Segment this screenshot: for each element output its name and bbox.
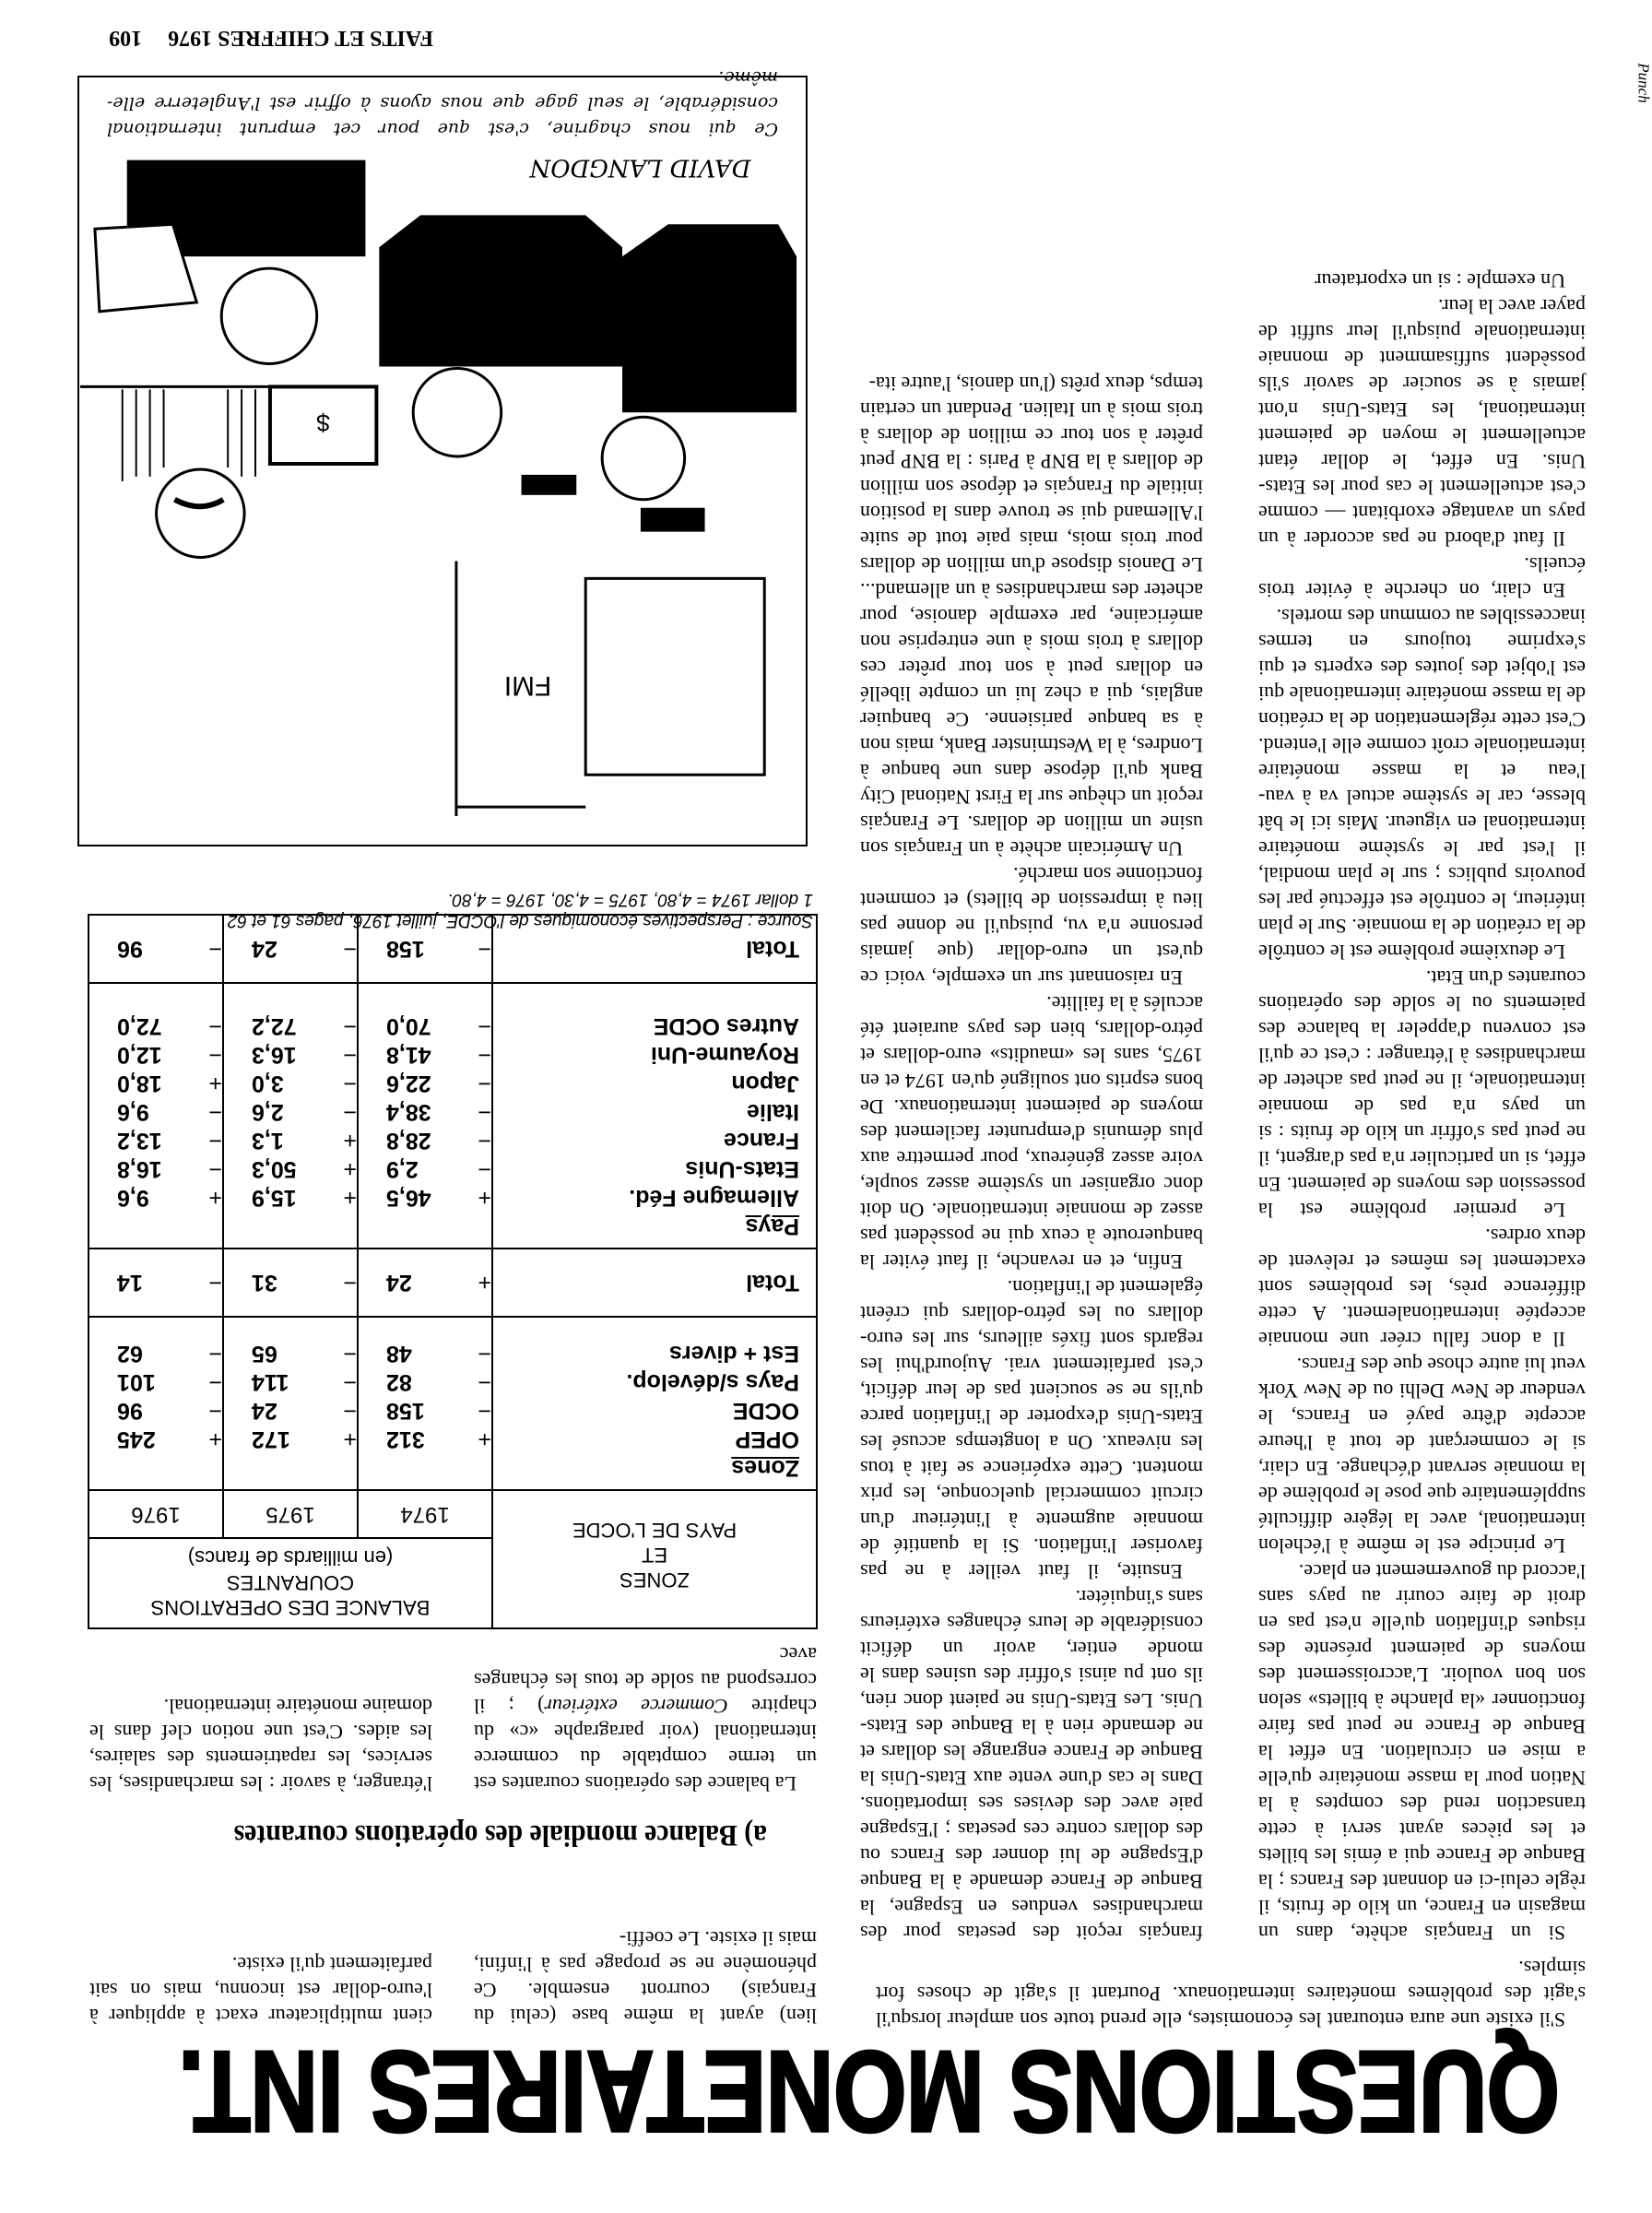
- year-values-1974: [358, 983, 492, 1249]
- paragraph: En raisonnant sur un exemple, voici ce qu'est un euro-dollar (que jamais personne n'a vu, puisqu'il ne donne pas lieu à impression de billets) et comment fonctionne son marché.: [860, 863, 1203, 989]
- value-number: 245: [117, 1426, 156, 1452]
- value-number: 46,5: [386, 1185, 431, 1211]
- page-title: QUESTIONS MONETAIRES INT.: [178, 2027, 1560, 2155]
- table-cell-value: [359, 1126, 491, 1154]
- top-hat-man-1: [622, 224, 796, 412]
- table-cell-value: [89, 935, 222, 964]
- value-number: 24: [252, 936, 277, 963]
- table-cell-value: [89, 1012, 222, 1040]
- value-number: 24: [252, 1398, 277, 1424]
- value-sign: +: [343, 1156, 357, 1182]
- value-number: 2,9: [386, 1156, 419, 1182]
- value-sign: −: [208, 1369, 222, 1395]
- table-cell-value: [89, 1367, 222, 1396]
- value-sign: −: [478, 1156, 491, 1182]
- table-cell-value: [224, 1040, 357, 1069]
- year-values-1974: [358, 1317, 492, 1490]
- value-number: 312: [386, 1426, 425, 1452]
- table-cell-value: [359, 1097, 491, 1126]
- table-cell-value: [89, 1269, 222, 1297]
- top-hat-man-2: [379, 215, 622, 366]
- table-cell-value: [224, 1396, 357, 1425]
- cartoon-credit: Punch: [1634, 63, 1652, 103]
- table-cell-value: [89, 1126, 222, 1154]
- text-column-3a: [474, 1925, 817, 2029]
- table-cell-value: [359, 1183, 491, 1212]
- value-number: 114: [252, 1369, 289, 1395]
- value-number: 48: [386, 1341, 412, 1367]
- table-cell-value: [359, 1069, 491, 1097]
- row-labels: [492, 1317, 817, 1490]
- value-number: 172: [252, 1426, 290, 1452]
- row-label: Est + divers: [668, 1341, 799, 1367]
- paragraph: [474, 1641, 817, 1796]
- value-sign: −: [343, 1398, 357, 1424]
- table-cell-value: [359, 1154, 491, 1183]
- spacer: [224, 1453, 357, 1482]
- exchange-rate-note: 1 dollar 1974 = 4,80, 1975 = 4,30, 1976 = 4,80.: [447, 890, 813, 909]
- value-number: 96: [117, 1398, 143, 1424]
- table-cell-value: [359, 1040, 491, 1069]
- page-footer: [109, 25, 433, 50]
- spacer: [224, 1212, 357, 1240]
- value-sign: −: [208, 1341, 222, 1367]
- balance-table: [88, 914, 818, 1629]
- table-cell-value: [359, 1339, 491, 1367]
- paragraph: Si un Français achète, dans un magasin en France, un kilo de fruits, il règle celui-ci en donnant des Francs ; la Banque de France qui a émis les billets et les pièces ayant servi à cette transaction rend des comptes à la Nation pour la masse monétaire qu'elle a mise en circulation. En effet la Banque de France ne peut pas faire fonctionner «la planche à billets» selon son bon vouloir. L'accroissement des moyens de paiement présente des risques d'inflation qu'elle n'est pas en droit de faire courir au pays sans l'accord du gouvernement en place.: [1258, 1560, 1586, 1945]
- table-cell-value: [89, 1183, 222, 1212]
- paragraph: français reçoit des pesetas pour des marchandises vendues en Espagne, la Banque de France demande à la Banque d'Espagne de lui donner des Francs ou des dollars contre ces pesetas ; l'Espagne paie avec des devises ses importations. Dans le cas d'une vente aux Etats-Unis la Banque de France engrange les dollars et ne demande rien à la Banque des Etats-Unis. Les Etats-Unis ne paient donc rien, ils ont pu ainsi s'offrir des usines dans le monde entier, avoir un déficit considérable de leurs échanges extérieurs sans s'inquiéter.: [860, 1586, 1203, 1945]
- header-line: (en milliards de francs): [187, 1546, 394, 1569]
- spacer: [359, 1212, 491, 1240]
- value-sign: −: [208, 1099, 222, 1125]
- face: [157, 469, 245, 558]
- value-sign: −: [208, 1042, 222, 1068]
- cartoon: [77, 67, 808, 846]
- table-header-zones: [492, 1490, 817, 1628]
- value-number: 72,0: [117, 1013, 162, 1039]
- value-sign: +: [343, 1185, 357, 1211]
- value-number: 96: [117, 936, 143, 963]
- value-sign: −: [478, 936, 491, 963]
- table-cell-value: [89, 1339, 222, 1367]
- value-sign: −: [343, 1099, 357, 1125]
- value-number: 9,6: [117, 1099, 149, 1125]
- value-number: 41,8: [386, 1042, 431, 1068]
- spacer: [89, 1453, 222, 1482]
- value-sign: −: [208, 1128, 222, 1154]
- year-header: 1975: [223, 1490, 358, 1538]
- header-line: PAYS DE L'OCDE: [572, 1519, 738, 1543]
- value-sign: −: [343, 1071, 357, 1096]
- face: [221, 268, 316, 363]
- table-cell-value: [89, 1040, 222, 1069]
- value-sign: −: [478, 1013, 491, 1039]
- text-column-3c: [474, 1641, 817, 1796]
- total-value: [223, 1249, 358, 1317]
- value-sign: −: [208, 1398, 222, 1424]
- paragraph: En clair, on cherche à éviter trois écueils.: [1258, 553, 1586, 602]
- face: [602, 417, 685, 500]
- table-source: [228, 889, 813, 931]
- value-sign: +: [208, 1071, 222, 1096]
- text-italic: Commerce extérieur: [544, 1695, 728, 1718]
- cartoon-caption: Ce qui nous chagrine, c'est que pour cet emprunt international considérable, le seul gage que nous ayons à offrir est l'Angleterre elle-même.: [107, 67, 778, 139]
- year-values-1976: [88, 983, 223, 1249]
- year-values-1975: [223, 983, 358, 1249]
- intro-paragraph: [876, 1955, 1586, 2032]
- value-sign: −: [478, 1341, 491, 1367]
- row-label: Italie: [747, 1099, 799, 1125]
- value-number: 22,6: [386, 1071, 431, 1096]
- spacer: [89, 1212, 222, 1240]
- paragraph: Ensuite, il faut veiller à ne pas favoriser l'inflation. Si la quantité de monnaie augmente à l'intérieur d'un circuit commercial quelconque, les prix montent. Cette expérience se fait à tous les niveaux. On a longtemps accusé les Etats-Unis d'exporter de l'inflation parce qu'ils ne se soucient pas de leur déficit, c'est parfaitement vrai. Aujourd'hui les regards sont fixés ailleurs, sur les euro-dollars ou les pétro-dollars qui créent également de l'inflation.: [860, 1276, 1203, 1583]
- value-number: 65: [252, 1341, 277, 1367]
- total-label: Total: [492, 1249, 817, 1317]
- table-cell-value: [89, 1425, 222, 1453]
- intro-text: S'il existe une aura entourant les économistes, elle prend toute son ampleur lorsqu'il s'agit des problèmes monétaires internationaux. Pourtant il s'agit de choses fort simples.: [876, 1957, 1586, 2031]
- paragraph: Il faut d'abord ne pas accorder à un pays un avantage exorbitant — comme c'est actuellement le cas pour les Etats-Unis. En effet, le dollar étant actuellement le moyen de paiement international, les Etats-Unis n'ont jamais à se soucier de savoir s'ils possèdent suffisamment de monnaie internationale puisqu'il leur suffit de payer avec la leur.: [1258, 295, 1586, 550]
- year-header: 1976: [88, 1490, 223, 1538]
- dollar-symbol: $: [316, 408, 330, 435]
- row-label: Pays s/dévelop.: [626, 1369, 799, 1395]
- row-label: OPEP: [735, 1426, 799, 1452]
- year-values-1976: [88, 1317, 223, 1490]
- value-number: 62: [117, 1341, 143, 1367]
- value-sign: −: [208, 1270, 222, 1296]
- value-sign: −: [208, 936, 222, 963]
- value-number: 16,3: [252, 1042, 297, 1068]
- value-sign: +: [478, 1270, 491, 1296]
- value-number: 50,3: [252, 1156, 297, 1182]
- value-number: 13,2: [117, 1128, 162, 1154]
- spacer: [359, 1453, 491, 1482]
- total-label: Total: [492, 915, 817, 983]
- block-heading: Pays: [745, 1213, 799, 1239]
- table-cell-value: [359, 1012, 491, 1040]
- value-sign: −: [343, 1369, 357, 1395]
- table-header-balance: [88, 1538, 492, 1628]
- paragraph: Un exemple : si un exportateur: [1315, 269, 1565, 292]
- table-cell-value: [359, 935, 491, 964]
- table-cell-value: [359, 1396, 491, 1425]
- table-cell-value: [224, 1154, 357, 1183]
- value-sign: −: [343, 1013, 357, 1039]
- value-sign: +: [478, 1426, 491, 1452]
- value-sign: −: [343, 1042, 357, 1068]
- value-number: 2,6: [252, 1099, 284, 1125]
- table-cell-value: [224, 935, 357, 964]
- value-number: 31: [252, 1270, 277, 1296]
- artist-signature: DAVID LANGDON: [529, 153, 751, 182]
- header-line: BALANCE DES OPERATIONS: [150, 1596, 431, 1619]
- table-cell-value: [359, 1367, 491, 1396]
- page-number: 109: [109, 26, 143, 50]
- value-number: 82: [386, 1369, 412, 1395]
- text-column-3d: [89, 1693, 432, 1796]
- value-number: 14: [117, 1270, 143, 1296]
- door: [585, 578, 764, 775]
- door-sign: FMI: [503, 669, 552, 701]
- table-cell-value: [224, 1269, 357, 1297]
- value-sign: −: [208, 1156, 222, 1182]
- value-sign: −: [478, 1128, 491, 1154]
- paragraph: l'étranger, à savoir : les marchandises, les services, les rapatriements des salaires, les aides. C'est une notion clef dans le domaine monétaire international.: [89, 1695, 432, 1795]
- paragraph: Le deuxième problème est le contrôle de la création de la monnaie. Sur le plan intérieur, le contrôle est effectué par les pouvoirs publics ; sur le plan mondial, il l'est par le système monétaire international en vigueur. Mais ici le bât blesse, car le système actuel va à vau-l'eau et la masse monétaire internationale croît comme elle l'entend. C'est cette réglementation de la création de la masse monétaire internationale qui est l'objet des joutes des experts et qui s'exprime toujours en termes inaccessibles au commun des mortels.: [1258, 605, 1586, 964]
- table-cell-value: [89, 1097, 222, 1126]
- table-cell-value: [224, 1425, 357, 1453]
- value-number: 72,2: [252, 1013, 297, 1039]
- value-sign: +: [208, 1185, 222, 1211]
- face: [413, 369, 502, 457]
- header-line: ET: [641, 1544, 668, 1568]
- value-number: 18,0: [117, 1071, 162, 1096]
- value-sign: −: [343, 1341, 357, 1367]
- paragraph: Un Américain achète à un Français son usine un million de dollars. Le Français reçoit un chèque sur la First National City Bank qu'il dépose dans une banque à Londres, à la Westminster Bank, mais non à sa banque parisienne. Ce banquier anglais, qui a chez lui un compte libellé en dollars peut à son tour prêter ces dollars à trois mois à une entreprise non américaine, par exemple danoise, pour acheter des marchandises à un allemand... Le Danois dispose d'un million de dollars pour trois mois, mais paie tout de suite l'Allemand qui se trouve dans la position initiale du Français et dépose son million de dollars à la BNP à Paris : la BNP peut prêter à son tour ce million de dollars à trois mois à un Italien. Pendant un certain temps, deux prêts (l'un danois, l'autre ita-: [860, 373, 1203, 860]
- cartoon-drawing: [79, 77, 806, 845]
- text-column-3b: [89, 1951, 432, 2029]
- table-cell-value: [224, 1339, 357, 1367]
- section-heading: a) Balance mondiale des opérations courantes: [233, 1818, 767, 1852]
- value-number: 38,4: [386, 1099, 431, 1125]
- table-cell-value: [224, 1183, 357, 1212]
- value-sign: −: [208, 1013, 222, 1039]
- source-note: Source : Perspectives économiques de l'OCDE, juillet 1976, pages 61 et 62: [227, 911, 813, 930]
- value-sign: −: [478, 1369, 491, 1395]
- value-number: 28,8: [386, 1128, 431, 1154]
- publication-name: FAITS ET CHIFFRES 1976: [168, 26, 433, 50]
- value-number: 9,6: [117, 1185, 149, 1211]
- table-total-row-zones: [88, 1249, 817, 1317]
- table-cell-value: [359, 1425, 491, 1453]
- value-number: 1,3: [252, 1128, 284, 1154]
- row-label: OCDE: [732, 1398, 799, 1424]
- value-number: 12,0: [117, 1042, 162, 1068]
- value-number: 70,0: [386, 1013, 431, 1039]
- total-value: [358, 1249, 492, 1317]
- header-line: ZONES: [620, 1568, 690, 1592]
- text-span: La balance des opérations courantes est un terme comptable du commerce international (voir paragraphe «c» du chapitre: [474, 1695, 817, 1795]
- table-cell-value: [89, 1069, 222, 1097]
- table-cell-value: [224, 1012, 357, 1040]
- value-number: 158: [386, 1398, 425, 1424]
- value-number: 101: [117, 1369, 156, 1395]
- table-cell-value: [224, 1069, 357, 1097]
- table-cell-value: [224, 1097, 357, 1126]
- row-label: France: [724, 1128, 799, 1154]
- value-sign: +: [478, 1185, 491, 1211]
- table-block-pays: [88, 983, 817, 1249]
- paragraph: Le premier problème est la possession des moyens de paiement. En effet, si un particulier n'a pas d'argent, il ne peut pas s'offrir un kilo de fruits : si un pays n'a pas de monnaie internationale, il ne peut pas acheter de marchandises à l'étranger : c'est ce qu'il est convenu d'appeler la balance des paiements ou le solde des opérations courantes d'un Etat.: [1258, 966, 1586, 1222]
- paragraph: lien) ayant la même base (celui du Français) courront ensemble. Ce phénomène ne se propage pas à l'infini, mais il existe. Le coeffi-: [474, 1927, 817, 2028]
- total-value: [88, 915, 223, 983]
- value-sign: −: [343, 1270, 357, 1296]
- value-sign: −: [343, 936, 357, 963]
- table-cell-value: [89, 1396, 222, 1425]
- table-cell-value: [224, 1367, 357, 1396]
- value-sign: −: [478, 1042, 491, 1068]
- value-sign: −: [478, 1099, 491, 1125]
- year-values-1975: [223, 1317, 358, 1490]
- table-cell-value: [359, 1269, 491, 1297]
- text-column-2: [860, 371, 1203, 1946]
- text-span: ) ; il correspond au solde de tous les échanges avec: [474, 1643, 817, 1718]
- header-line: COURANTES: [226, 1571, 355, 1594]
- text-column-1: [1258, 267, 1586, 1946]
- block-heading: Zones: [731, 1455, 799, 1481]
- paragraph: Enfin, et en revanche, il faut éviter la banqueroute à ceux qui ne possèdent pas assez de monnaie internationale. On doit donc organiser un système assez souple, voire assez généreux, pour permettre aux plus démunis d'emprunter facilement des moyens de paiement internationaux. De bons esprits ont souligné qu'en 1974 et en 1975, sans les «maudits» euro-dollars et pétro-dollars, bien des pays auraient été acculés à la faillite.: [860, 992, 1203, 1273]
- value-sign: +: [343, 1426, 357, 1452]
- value-sign: +: [343, 1128, 357, 1154]
- value-number: 24: [386, 1270, 412, 1296]
- table-cell-value: [224, 1126, 357, 1154]
- paragraph: cient multiplicateur exact à appliquer à l'euro-dollar est inconnu, mais on sait parfaitement qu'il existe.: [89, 1953, 432, 2028]
- value-sign: +: [208, 1426, 222, 1452]
- table-block-zones: [88, 1317, 817, 1490]
- row-label: Japon: [731, 1071, 799, 1096]
- value-number: 158: [386, 936, 425, 963]
- value-number: 3,0: [252, 1071, 284, 1096]
- total-value: [88, 1249, 223, 1317]
- row-label: Royaume-Uni: [650, 1042, 799, 1068]
- row-labels: [492, 983, 817, 1249]
- row-label: Autres OCDE: [653, 1013, 799, 1039]
- value-sign: −: [478, 1398, 491, 1424]
- paragraph: Le principe est le même à l'échelon international, avec la légère difficulté supplémentaire que pose le problème de la monnaie servant d'échange. En clair, si le commerçant de tout à l'heure accepte d'être payé en Francs, le vendeur de New Delhi ou de New York veut lui autre chose que des Francs.: [1258, 1354, 1586, 1557]
- table-cell-value: [89, 1154, 222, 1183]
- paragraph: Il a donc fallu créer une monnaie acceptée internationalement. A cette différence près, les problèmes sont exactement les mêmes et relèvent de deux ordres.: [1258, 1225, 1586, 1351]
- year-header: 1974: [358, 1490, 492, 1538]
- row-label: Allemagne Féd.: [629, 1185, 799, 1211]
- value-number: 15,9: [252, 1185, 297, 1211]
- row-label: Etats-Unis: [685, 1156, 799, 1182]
- value-number: 16,8: [117, 1156, 162, 1182]
- value-sign: −: [478, 1071, 491, 1096]
